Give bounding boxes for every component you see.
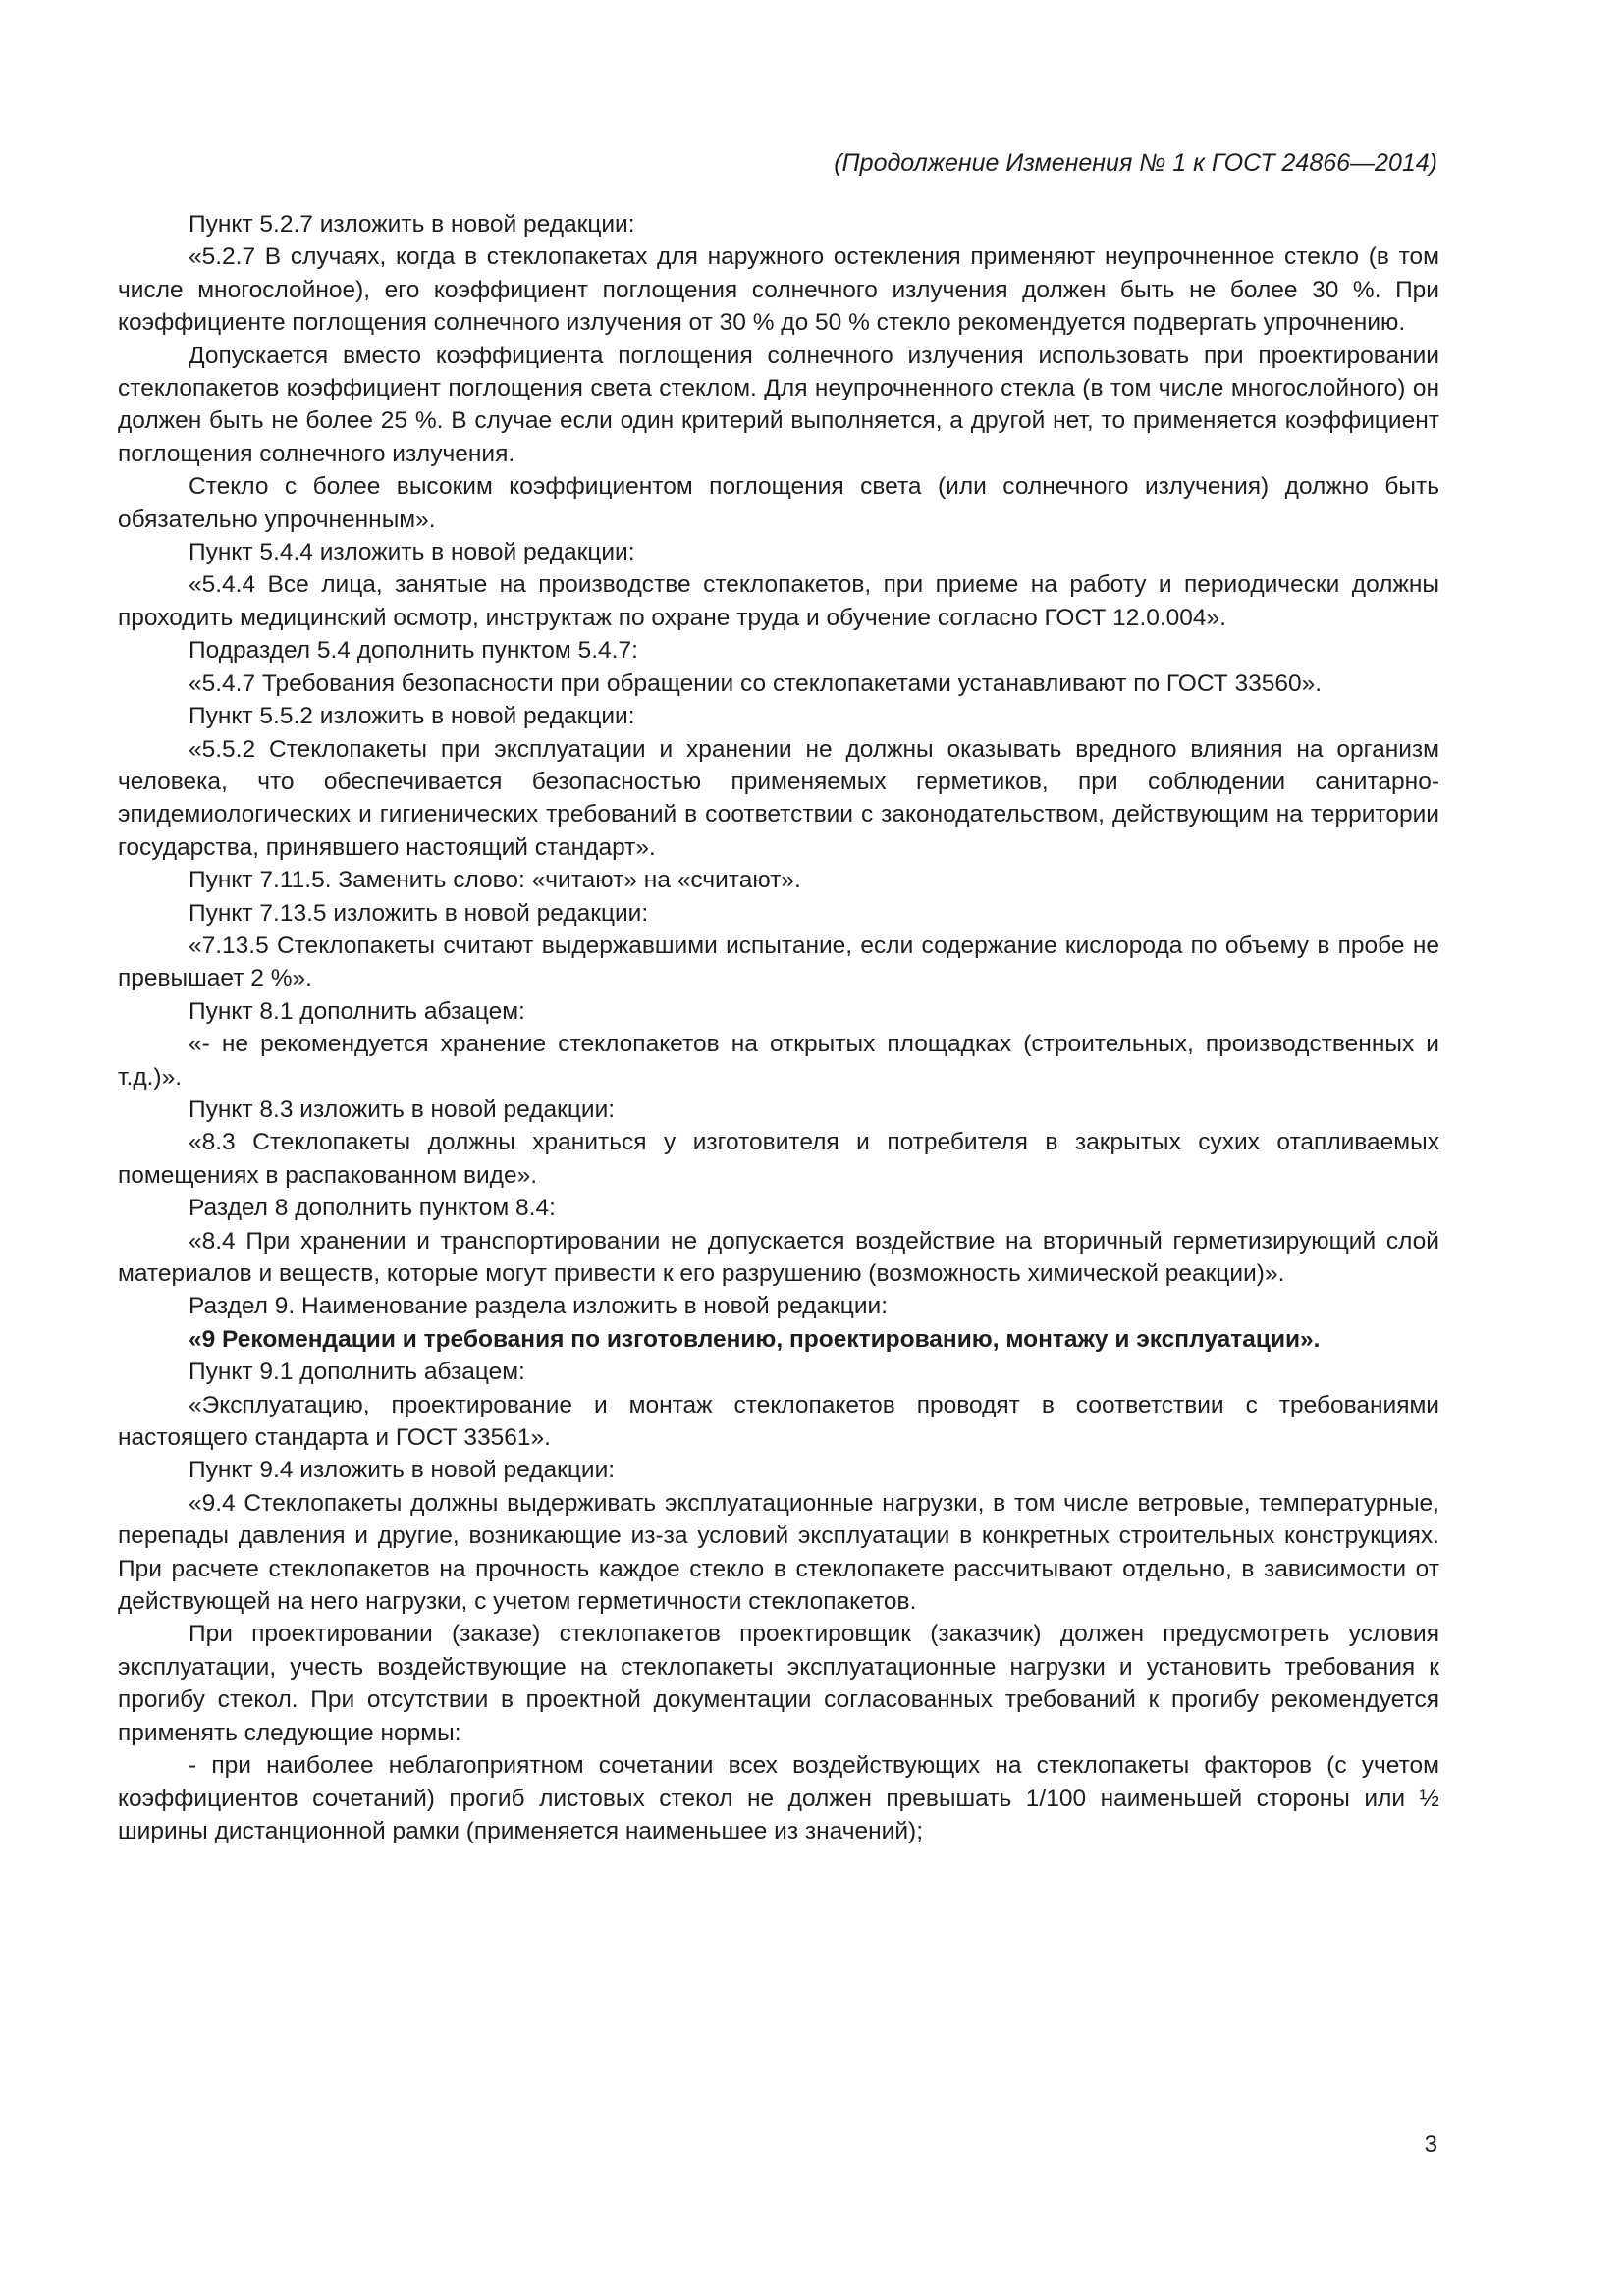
paragraph: «8.3 Стеклопакеты должны храниться у изготовителя и потребителя в закрытых сухих отапливаемых помещениях в распакованном виде». xyxy=(118,1129,1439,1189)
paragraph: Пункт 7.13.5 изложить в новой редакции: xyxy=(189,899,649,927)
paragraph: «Эксплуатацию, проектирование и монтаж стеклопакетов проводят в соответствии с требованиями настоящего стандарта и ГОСТ 33561». xyxy=(118,1391,1439,1452)
section-title-paragraph: «9 Рекомендации и требования по изготовлению, проектированию, монтажу и эксплуатации». xyxy=(189,1325,1321,1353)
running-header: (Продолжение Изменения № 1 к ГОСТ 24866—2014) xyxy=(834,149,1437,177)
paragraph: «5.5.2 Стеклопакеты при эксплуатации и хранении не должны оказывать вредного влияния на организм человека, что обеспечивается безопасностью применяемых герметиков, при соблюдении санитарно-эпидемиологических и гигиенических требований в соответствии с законодательством, действующим на территории государства, принявшего настоящий стандарт». xyxy=(118,735,1439,861)
paragraph: Подраздел 5.4 дополнить пунктом 5.4.7: xyxy=(189,637,638,665)
paragraph: Пункт 9.1 дополнить абзацем: xyxy=(189,1359,525,1386)
paragraph: Допускается вместо коэффициента поглощения солнечного излучения использовать при проектировании стеклопакетов коэффициент поглощения света стеклом. Для неупрочненного стекла (в том числе многослойного) он должен быть не более 25 %. В случае если один критерий выполняется, а другой нет, то применяется коэффициент поглощения солнечного излучения. xyxy=(118,342,1439,467)
paragraph: «5.2.7 В случаях, когда в стеклопакетах для наружного остекления применяют неупрочненное стекло (в том числе многослойное), его коэффициент поглощения солнечного излучения должен быть не более 30 %. При коэффициенте поглощения солнечного излучения от 30 % до 50 % стекло рекомендуется подвергать упрочнению. xyxy=(118,243,1439,337)
paragraph: «5.4.7 Требования безопасности при обращении со стеклопакетами устанавливают по ГОСТ 33560». xyxy=(189,669,1323,697)
paragraph: Пункт 9.4 изложить в новой редакции: xyxy=(189,1457,616,1484)
paragraph: Пункт 7.11.5. Заменить слово: «читают» на «считают». xyxy=(189,867,801,894)
paragraph: «5.4.4 Все лица, занятые на производстве стеклопакетов, при приеме на работу и периодически должны проходить медицинский осмотр, инструктаж по охране труда и обучение согласно ГОСТ 12.0.004». xyxy=(118,571,1439,631)
paragraph: Пункт 8.3 изложить в новой редакции: xyxy=(189,1095,616,1123)
paragraph: Раздел 8 дополнить пунктом 8.4: xyxy=(189,1195,556,1222)
paragraph: При проектировании (заказе) стеклопакетов проектировщик (заказчик) должен предусмотреть условия эксплуатации, учесть воздействующие на стеклопакеты эксплуатационные нагрузки и установить требования к прогибу стекол. При отсутствии в проектной документации согласованных требований к прогибу рекомендуется применять следующие нормы: xyxy=(118,1621,1439,1746)
paragraph: «8.4 При хранении и транспортировании не допускается воздействие на вторичный герметизирующий слой материалов и веществ, которые могут привести к его разрушению (возможность химической реакции)». xyxy=(118,1227,1439,1287)
body-text xyxy=(118,208,1439,1847)
page-number: 3 xyxy=(1424,2131,1437,2158)
paragraph: Пункт 5.5.2 изложить в новой редакции: xyxy=(189,703,635,730)
paragraph: «- не рекомендуется хранение стеклопакетов на открытых площадках (строительных, производственных и т.д.)». xyxy=(118,1031,1439,1091)
paragraph: «9.4 Стеклопакеты должны выдерживать эксплуатационные нагрузки, в том числе ветровые, температурные, перепады давления и другие, возникающие из-за условий эксплуатации в конкретных строительных конструкциях. При расчете стеклопакетов на прочность каждое стекло в стеклопакете рассчитывают отдельно, в зависимости от действующей на него нагрузки, с учетом герметичности стеклопакетов. xyxy=(118,1489,1439,1616)
paragraph: Стекло с более высоким коэффициентом поглощения света (или солнечного излучения) должно быть обязательно упрочненным». xyxy=(118,473,1439,533)
paragraph: Пункт 5.4.4 изложить в новой редакции: xyxy=(189,539,635,566)
paragraph: Пункт 8.1 дополнить абзацем: xyxy=(189,997,525,1025)
paragraph: Раздел 9. Наименование раздела изложить в новой редакции: xyxy=(189,1293,889,1320)
paragraph: «7.13.5 Стеклопакеты считают выдержавшими испытание, если содержание кислорода по объему в пробе не превышает 2 %». xyxy=(118,932,1439,992)
paragraph: - при наиболее неблагоприятном сочетании всех воздействующих на стеклопакеты факторов (с учетом коэффициентов сочетаний) прогиб листовых стекол не должен превышать 1/100 наименьшей стороны или ½ ширины дистанционной рамки (применяется наименьшее из значений); xyxy=(118,1752,1439,1844)
paragraph: Пункт 5.2.7 изложить в новой редакции: xyxy=(189,211,635,238)
